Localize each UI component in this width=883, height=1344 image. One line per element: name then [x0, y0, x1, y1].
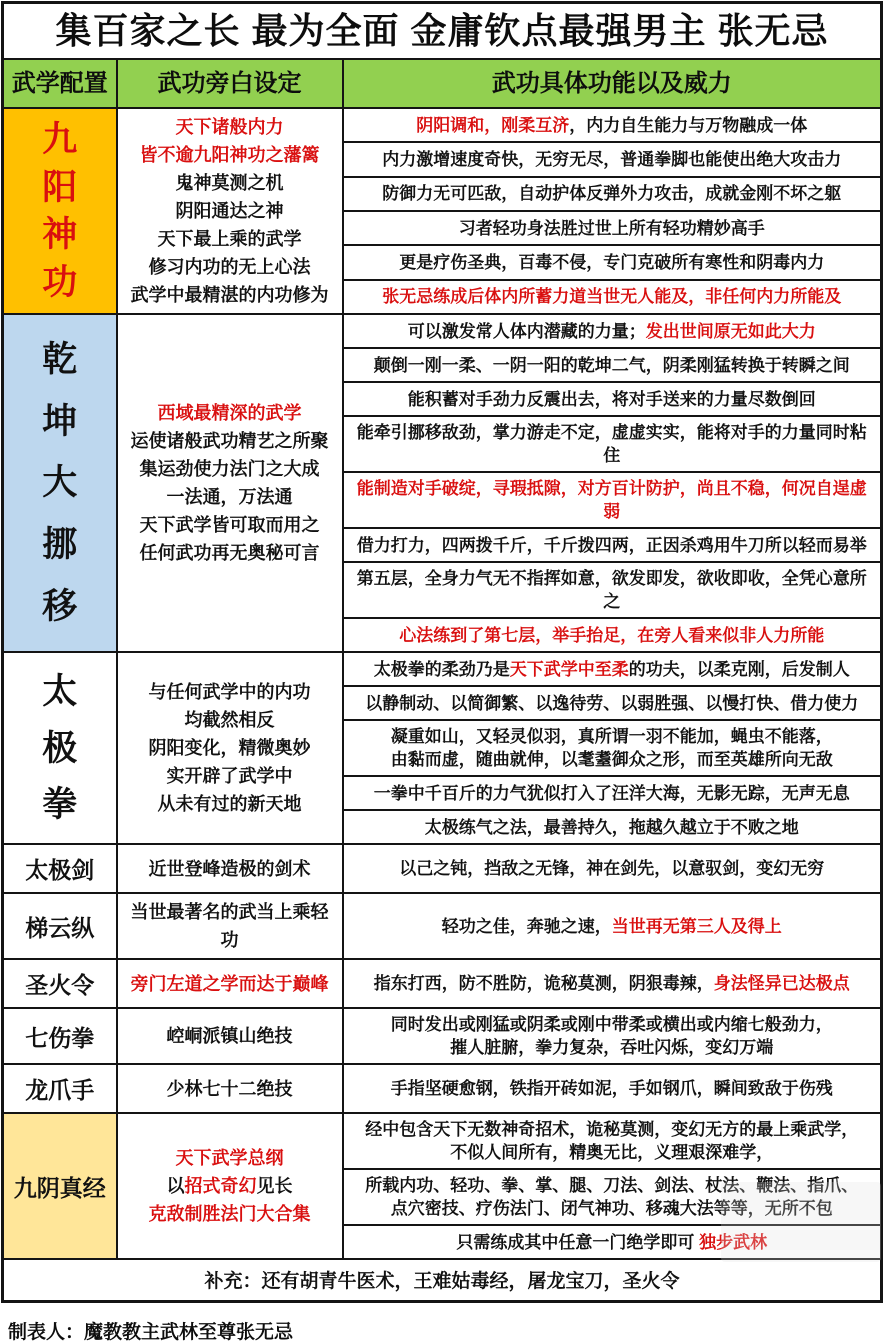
header-skill-power: 武功具体功能以及威力 [343, 59, 882, 108]
highlight-text: 能制造对手破绽，寻瑕抵隙，对方百计防护，尚且不稳，何况自逞虚弱 [356, 479, 867, 521]
header-skill-config: 武学配置 [3, 59, 117, 108]
skill-detail [343, 416, 882, 472]
table-row [3, 1008, 882, 1064]
plain-text: 均截然相反 [184, 710, 275, 730]
plain-text: 运使诸般武功精艺之所聚 [130, 431, 329, 451]
table-row [3, 108, 882, 142]
text-line [124, 455, 336, 483]
text-line [124, 855, 336, 883]
plain-text: 当世最著名的武当上乘轻功 [130, 902, 329, 950]
highlight-text: 发出世间原无如此大力 [645, 321, 816, 341]
skill-detail [343, 472, 882, 528]
plain-text: 修习内功的无上心法 [148, 257, 311, 277]
text-line [350, 658, 875, 681]
highlight-text: 招式奇幻 [184, 1176, 257, 1196]
plain-text: 借力打力，四两拨千斤，千斤拨四两，正因杀鸡用牛刀所以轻而易举 [356, 535, 867, 555]
skill-name: 龙爪手 [3, 1064, 117, 1113]
skill-detail [343, 776, 882, 810]
plain-text: 崆峒派镇山绝技 [166, 1026, 293, 1046]
text-line [350, 972, 875, 995]
plain-text: 集运劲使力法门之大成 [139, 459, 320, 479]
skill-detail [343, 562, 882, 618]
plain-text: 能牵引挪移敌劲，掌力游走不定，虚虚实实，能将对手的力量同时粘住 [356, 423, 867, 465]
text-line [350, 624, 875, 647]
skill-detail [343, 1113, 882, 1169]
watermark-smudge [721, 1182, 881, 1262]
text-line [350, 782, 875, 805]
table-body [3, 108, 882, 1259]
table-row [3, 314, 882, 348]
skill-detail [343, 618, 882, 652]
skill-detail [343, 348, 882, 382]
skill-detail [343, 893, 882, 959]
highlight-text: 旁门左道之学而达于巅峰 [130, 973, 329, 994]
text-line [124, 678, 336, 706]
plain-text: 天下最上乘的武学 [157, 229, 302, 249]
text-line [124, 483, 336, 511]
text-line [350, 148, 875, 171]
skill-detail [343, 959, 882, 1008]
skill-detail [343, 1064, 882, 1113]
text-line [124, 970, 336, 998]
plain-text: 任何武功再无奥秘可言 [139, 543, 320, 563]
plain-text: 不似人间所有，精奥无比，义理艰深难学， [450, 1143, 774, 1162]
text-line [350, 354, 875, 377]
text-line [350, 816, 875, 839]
plain-text: 一法通，万法通 [166, 487, 293, 507]
plain-text: 习者轻功身法胜过世上所有轻功精妙高手 [458, 218, 765, 238]
highlight-text: 天下武学中至柔 [509, 659, 629, 679]
skill-name: 七伤拳 [3, 1008, 117, 1064]
skill-intro [117, 1064, 343, 1113]
skill-name [3, 314, 117, 652]
text-line [350, 725, 875, 748]
plain-text: 所载内功、轻功、拳、掌、腿、刀法、剑法、杖法、鞭法、指爪、 [365, 1176, 859, 1195]
skill-detail [343, 108, 882, 142]
text-line [124, 1075, 336, 1103]
header-row [3, 59, 882, 108]
plain-text: ，内力自生能力与万物融成一体 [569, 115, 808, 135]
plain-text: 凝重如山，又轻灵似羽，真所谓一羽不能加，蝇虫不能落， [390, 727, 833, 746]
plain-text: 少林七十二绝技 [166, 1078, 293, 1099]
text-line [124, 281, 336, 309]
text-line [124, 1022, 336, 1050]
highlight-text: 张无忌练成后体内所蓄力道当世无人能及，非任何内力所能及 [382, 287, 842, 307]
plain-text: 武学中最精湛的内功修为 [130, 285, 329, 305]
skill-detail [343, 245, 882, 279]
skill-detail [343, 1008, 882, 1064]
skill-intro [117, 1008, 343, 1064]
text-line [124, 706, 336, 734]
text-line [350, 477, 875, 523]
text-line [350, 915, 875, 938]
highlight-text: 克敌制胜法门大合集 [148, 1204, 311, 1224]
plain-text: 第五层，全身力气无不指挥如意，欲发即发，欲收即收，全凭心意所之 [356, 569, 867, 611]
plain-text: 经中包含天下无数神奇招术，诡秘莫测，变幻无方的最上乘武学， [365, 1120, 859, 1139]
text-line [350, 285, 875, 308]
plain-text: 轻功之佳，奔驰之速， [441, 916, 612, 936]
plain-text: 内力激增速度奇快，无穷无尽，普通拳脚也能使出绝大攻击力 [382, 149, 842, 169]
highlight-text: 西域最精深的武学 [157, 403, 302, 423]
plain-text: 点穴密技、疗伤法门、闭气神功、移魂大法等等，无所不包 [390, 1199, 833, 1218]
text-line [124, 898, 336, 954]
plain-text: 更是疗伤圣典，百毒不侵，专门克破所有寒性和阴毒内力 [399, 252, 825, 272]
text-line [350, 251, 875, 274]
plain-text: 与任何武学中的内功 [148, 682, 311, 702]
skill-name: 梯云纵 [3, 893, 117, 959]
skill-name: 太极剑 [3, 844, 117, 893]
plain-text: 只需练成其中任意一门绝学即可 [456, 1232, 700, 1252]
skill-detail [343, 686, 882, 720]
text-line [350, 567, 875, 613]
skill-name: 九阴真经 [3, 1113, 117, 1259]
plain-text: 以静制动、以简御繁、以逸待劳、以弱胜强、以慢打快、借力使力 [365, 693, 859, 713]
text-line [350, 857, 875, 880]
plain-text: 实开辟了武学中 [166, 766, 293, 786]
plain-text: 从未有过的新天地 [157, 794, 302, 814]
table-row [3, 652, 882, 686]
text-line [350, 114, 875, 137]
plain-text: 可以激发常人体内潜藏的力量； [407, 321, 646, 341]
text-line [124, 169, 336, 197]
skill-detail [343, 844, 882, 893]
skill-detail [343, 720, 882, 776]
highlight-text: 独步武林 [699, 1232, 768, 1252]
table-row [3, 959, 882, 1008]
skill-detail [343, 177, 882, 211]
table-row [3, 1113, 882, 1169]
plain-text: 鬼神莫测之机 [175, 173, 284, 193]
text-line [124, 762, 336, 790]
text-line [350, 1013, 875, 1036]
text-line [350, 692, 875, 715]
skill-intro [117, 844, 343, 893]
plain-text: 阴阳通达之神 [175, 201, 284, 221]
text-line [350, 421, 875, 467]
text-line [124, 539, 336, 567]
plain-text: 阴阳变化，精微奥妙 [148, 738, 311, 758]
skill-detail [343, 314, 882, 348]
skill-name: 圣火令 [3, 959, 117, 1008]
plain-text: 一拳中千百斤的力气犹似打入了汪洋大海，无影无踪，无声无息 [373, 783, 850, 803]
skill-detail [343, 280, 882, 314]
text-line [124, 1144, 336, 1172]
text-line [350, 534, 875, 557]
text-line [124, 225, 336, 253]
plain-text: 以己之钝，挡敌之无锋，神在剑先，以意驭剑，变幻无穷 [399, 859, 825, 878]
text-line [124, 141, 336, 169]
text-line [124, 427, 336, 455]
table-row [3, 893, 882, 959]
skill-detail [343, 142, 882, 176]
plain-text: 由黏而虚，随曲就伸，以耄耋御众之形，而至英雄所向无敌 [390, 750, 833, 769]
text-line [350, 748, 875, 771]
text-line [124, 1172, 336, 1200]
text-line [124, 511, 336, 539]
table-row [3, 844, 882, 893]
skill-detail [343, 810, 882, 844]
plain-text: 摧人脏腑，拳力复杂，吞吐闪烁，变幻万端 [450, 1038, 774, 1057]
martial-arts-table [1, 1, 883, 1303]
plain-text: 以 [166, 1176, 185, 1196]
highlight-text: 皆不逾九阳神功之藩篱 [139, 145, 320, 165]
title-row [3, 3, 882, 60]
text-line [350, 320, 875, 343]
skill-name [3, 652, 117, 844]
plain-text: 的功夫，以柔克刚，后发制人 [628, 659, 850, 679]
text-line [350, 1118, 875, 1141]
footnote-row [3, 1259, 882, 1301]
text-line [124, 197, 336, 225]
skill-detail [343, 652, 882, 686]
plain-text: 天下武学皆可取而用之 [139, 515, 320, 535]
highlight-text: 身法怪异已达极点 [713, 974, 850, 993]
text-line [350, 1141, 875, 1164]
highlight-text: 当世再无第三人及得上 [611, 916, 782, 936]
plain-text: 见长 [256, 1176, 293, 1196]
skill-detail [343, 528, 882, 562]
plain-text: 防御力无可匹敌，自动护体反弹外力攻击，成就金刚不坏之躯 [382, 184, 842, 204]
header-skill-narration: 武功旁白设定 [117, 59, 343, 108]
skill-detail [343, 211, 882, 245]
skill-intro [117, 108, 343, 314]
text-line [124, 253, 336, 281]
table-row [3, 1064, 882, 1113]
highlight-text: 心法练到了第七层，举手抬足，在旁人看来似非人力所能 [399, 625, 825, 645]
plain-text: 太极拳的柔劲乃是 [373, 659, 510, 679]
text-line [124, 113, 336, 141]
skill-detail [343, 382, 882, 416]
plain-text: 手指坚硬愈钢，铁指开砖如泥，手如钢爪，瞬间致敌于伤残 [390, 1079, 833, 1098]
skill-intro [117, 893, 343, 959]
highlight-text: 天下武学总纲 [175, 1148, 284, 1168]
skill-intro [117, 1113, 343, 1259]
plain-text: 太极练气之法，最善持久，拖越久越立于不败之地 [424, 817, 799, 837]
vertical-name: 乾 坤 大 挪 移 [42, 339, 78, 627]
plain-text: 能积蓄对手劲力反震出去，将对手送来的力量尽数倒回 [407, 389, 816, 409]
text-line [350, 388, 875, 411]
text-line [124, 734, 336, 762]
skill-name [3, 108, 117, 314]
text-line [124, 399, 336, 427]
text-line [124, 1200, 336, 1228]
skill-intro [117, 652, 343, 844]
footnote: 补充：还有胡青牛医术，王难姑毒经，屠龙宝刀，圣火令 [3, 1259, 882, 1301]
text-line [350, 182, 875, 205]
plain-text: 颠倒一刚一柔、一阴一阳的乾坤二气，阴柔刚猛转换于转瞬之间 [373, 355, 850, 375]
vertical-name: 太 极 拳 [42, 672, 78, 824]
plain-text: 指东打西，防不胜防，诡秘莫测，阴狠毒辣， [373, 974, 714, 993]
plain-text: 近世登峰造极的剑术 [148, 858, 311, 879]
text-line [350, 217, 875, 240]
text-line [350, 1077, 875, 1100]
skill-intro [117, 314, 343, 652]
highlight-text: 阴阳调和，刚柔互济 [416, 115, 570, 135]
highlight-text: 天下诸般内力 [175, 117, 284, 137]
credit-line: 制表人：魔教教主武林至尊张无忌 [8, 1321, 294, 1343]
skill-intro [117, 959, 343, 1008]
plain-text: 同时发出或刚猛或阴柔或刚中带柔或横出或内缩七般劲力， [390, 1015, 833, 1034]
vertical-name: 九 阳 神 功 [42, 119, 78, 303]
text-line [350, 1036, 875, 1059]
page-title: 集百家之长 最为全面 金庸钦点最强男主 张无忌 [3, 3, 882, 60]
text-line [124, 790, 336, 818]
